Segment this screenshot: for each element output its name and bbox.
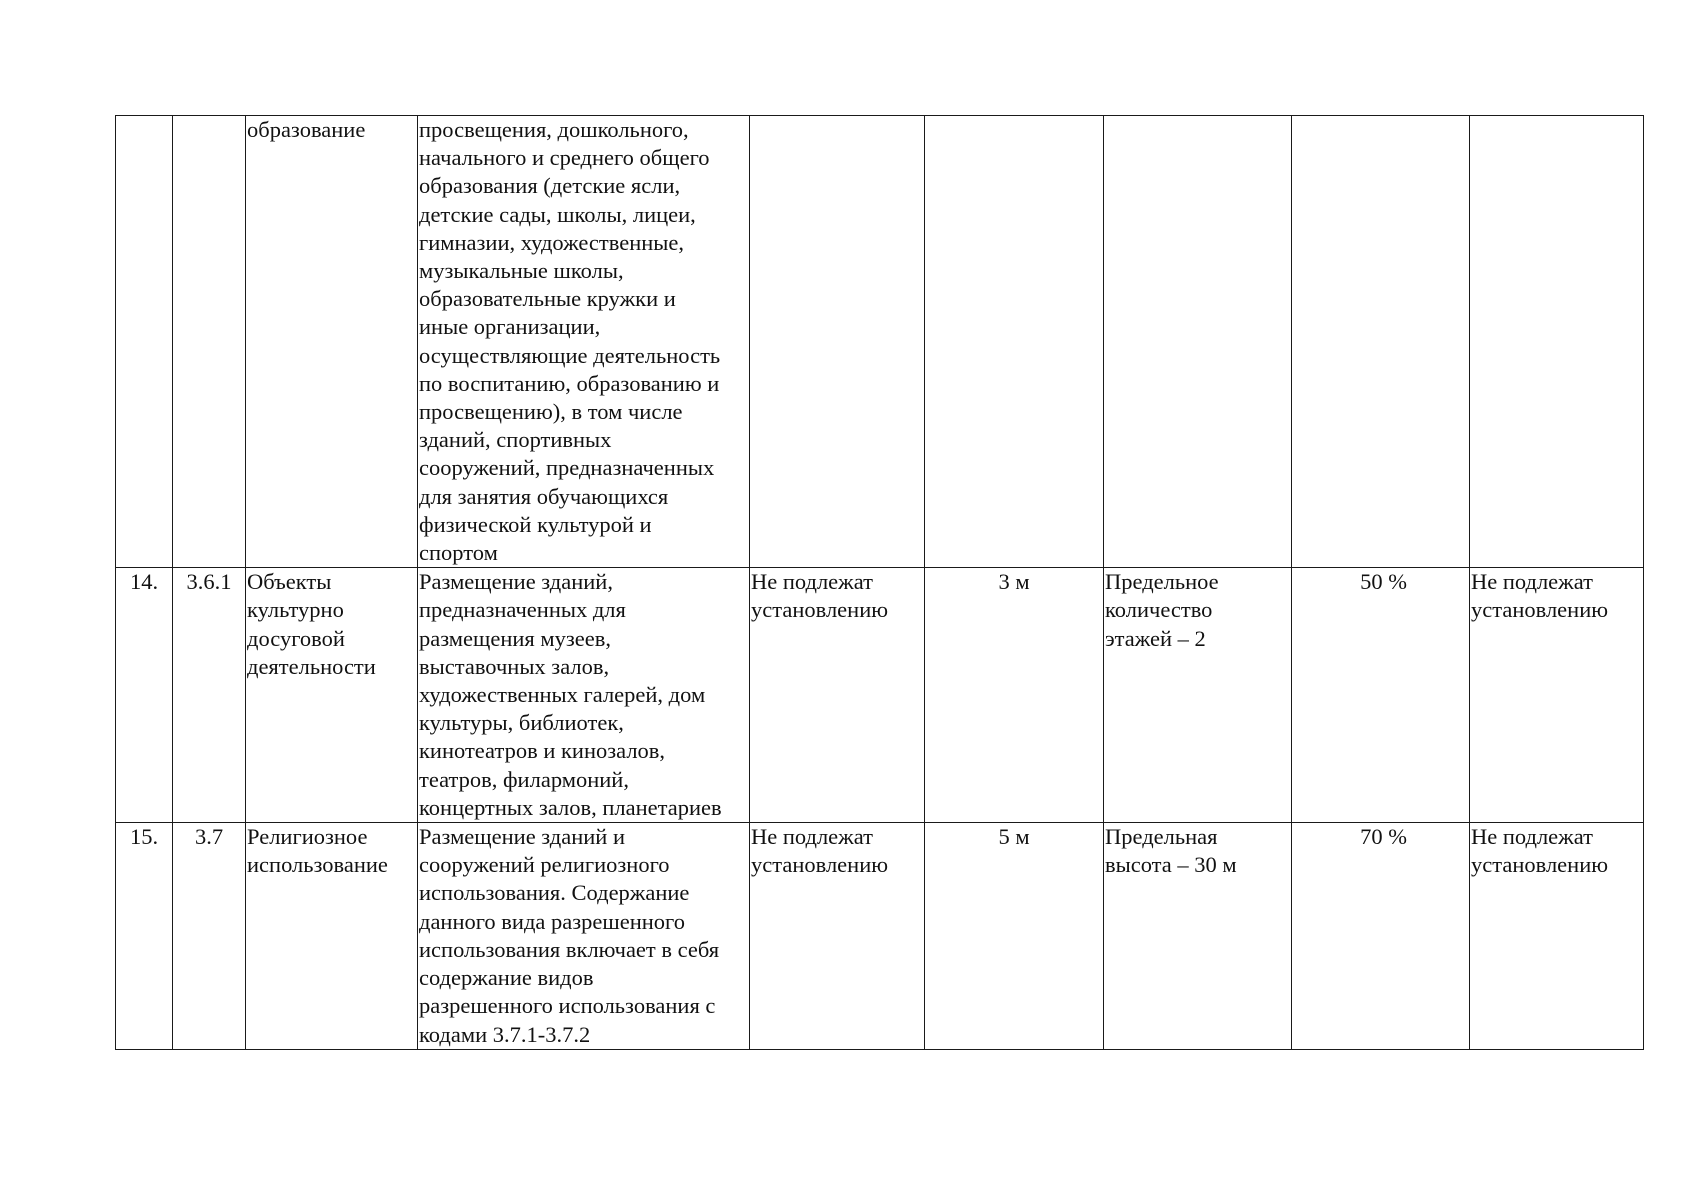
col5-cell [750,823,925,1050]
use-name: Религиозное использование [247,824,388,878]
table-row [116,823,1644,1050]
table-row [116,568,1644,823]
floors-cell [1104,116,1292,568]
floors-value: Предельное количество этажей – 2 [1105,569,1219,651]
setback-cell [925,568,1104,823]
coverage-cell [1292,568,1470,823]
row-number-cell [116,823,173,1050]
coverage-cell [1292,116,1470,568]
row-number: 14. [129,569,159,595]
setback-cell [925,116,1104,568]
col9-cell [1470,823,1644,1050]
description-cell [418,568,750,823]
use-code: 3.6.1 [186,569,232,595]
row-number-cell [116,116,173,568]
use-name: образование [247,117,366,142]
floors-cell [1104,568,1292,823]
code-cell [173,823,246,1050]
col5-cell [750,116,925,568]
coverage-value: 50 % [1360,569,1407,595]
col5-value: Не подлежат установлению [751,569,889,623]
coverage-value: 70 % [1360,824,1407,850]
col9-cell [1470,568,1644,823]
col9-value: Не подлежат установлению [1471,569,1609,623]
use-description: Размещение зданий и сооружений религиозного использования. Содержание данного вида разрешенного использования включает в себя содержание видов разрешенного использования с кодами 3.7.1-3.7.2 [419,824,720,1047]
row-number-cell [116,568,173,823]
row-number: 15. [129,824,159,850]
col5-value: Не подлежат установлению [751,824,889,878]
floors-cell [1104,823,1292,1050]
name-cell [246,823,418,1050]
col5-cell [750,568,925,823]
name-cell [246,568,418,823]
setback-cell [925,823,1104,1050]
use-name: Объекты культурно досуговой деятельности [247,569,376,679]
coverage-cell [1292,823,1470,1050]
use-code: 3.7 [194,824,224,850]
use-description: Размещение зданий, предназначенных для размещения музеев, выставочных залов, художественных галерей, дом культуры, библиотек, кинотеатров и кинозалов, театров, филармоний, концертных залов, планетариев [419,569,722,820]
name-cell [246,116,418,568]
description-cell [418,116,750,568]
setback-value: 3 м [998,569,1030,595]
col9-value: Не подлежат установлению [1471,824,1609,878]
use-description: просвещения, дошкольного, начального и среднего общего образования (детские ясли, детские сады, школы, лицеи, гимназии, художественные, музыкальные школы, образовательные кружки и иные организации, осуществляющие деятельность по воспитанию, образованию и просвещению), в том числе зданий, спортивных сооружений, предназначенных для занятия обучающихся физической культурой и спортом [419,117,721,566]
setback-value: 5 м [998,824,1030,850]
code-cell [173,116,246,568]
land-use-table [115,115,1644,1050]
floors-value: Предельная высота – 30 м [1105,824,1237,878]
description-cell [418,823,750,1050]
code-cell [173,568,246,823]
table-row [116,116,1644,568]
col9-cell [1470,116,1644,568]
